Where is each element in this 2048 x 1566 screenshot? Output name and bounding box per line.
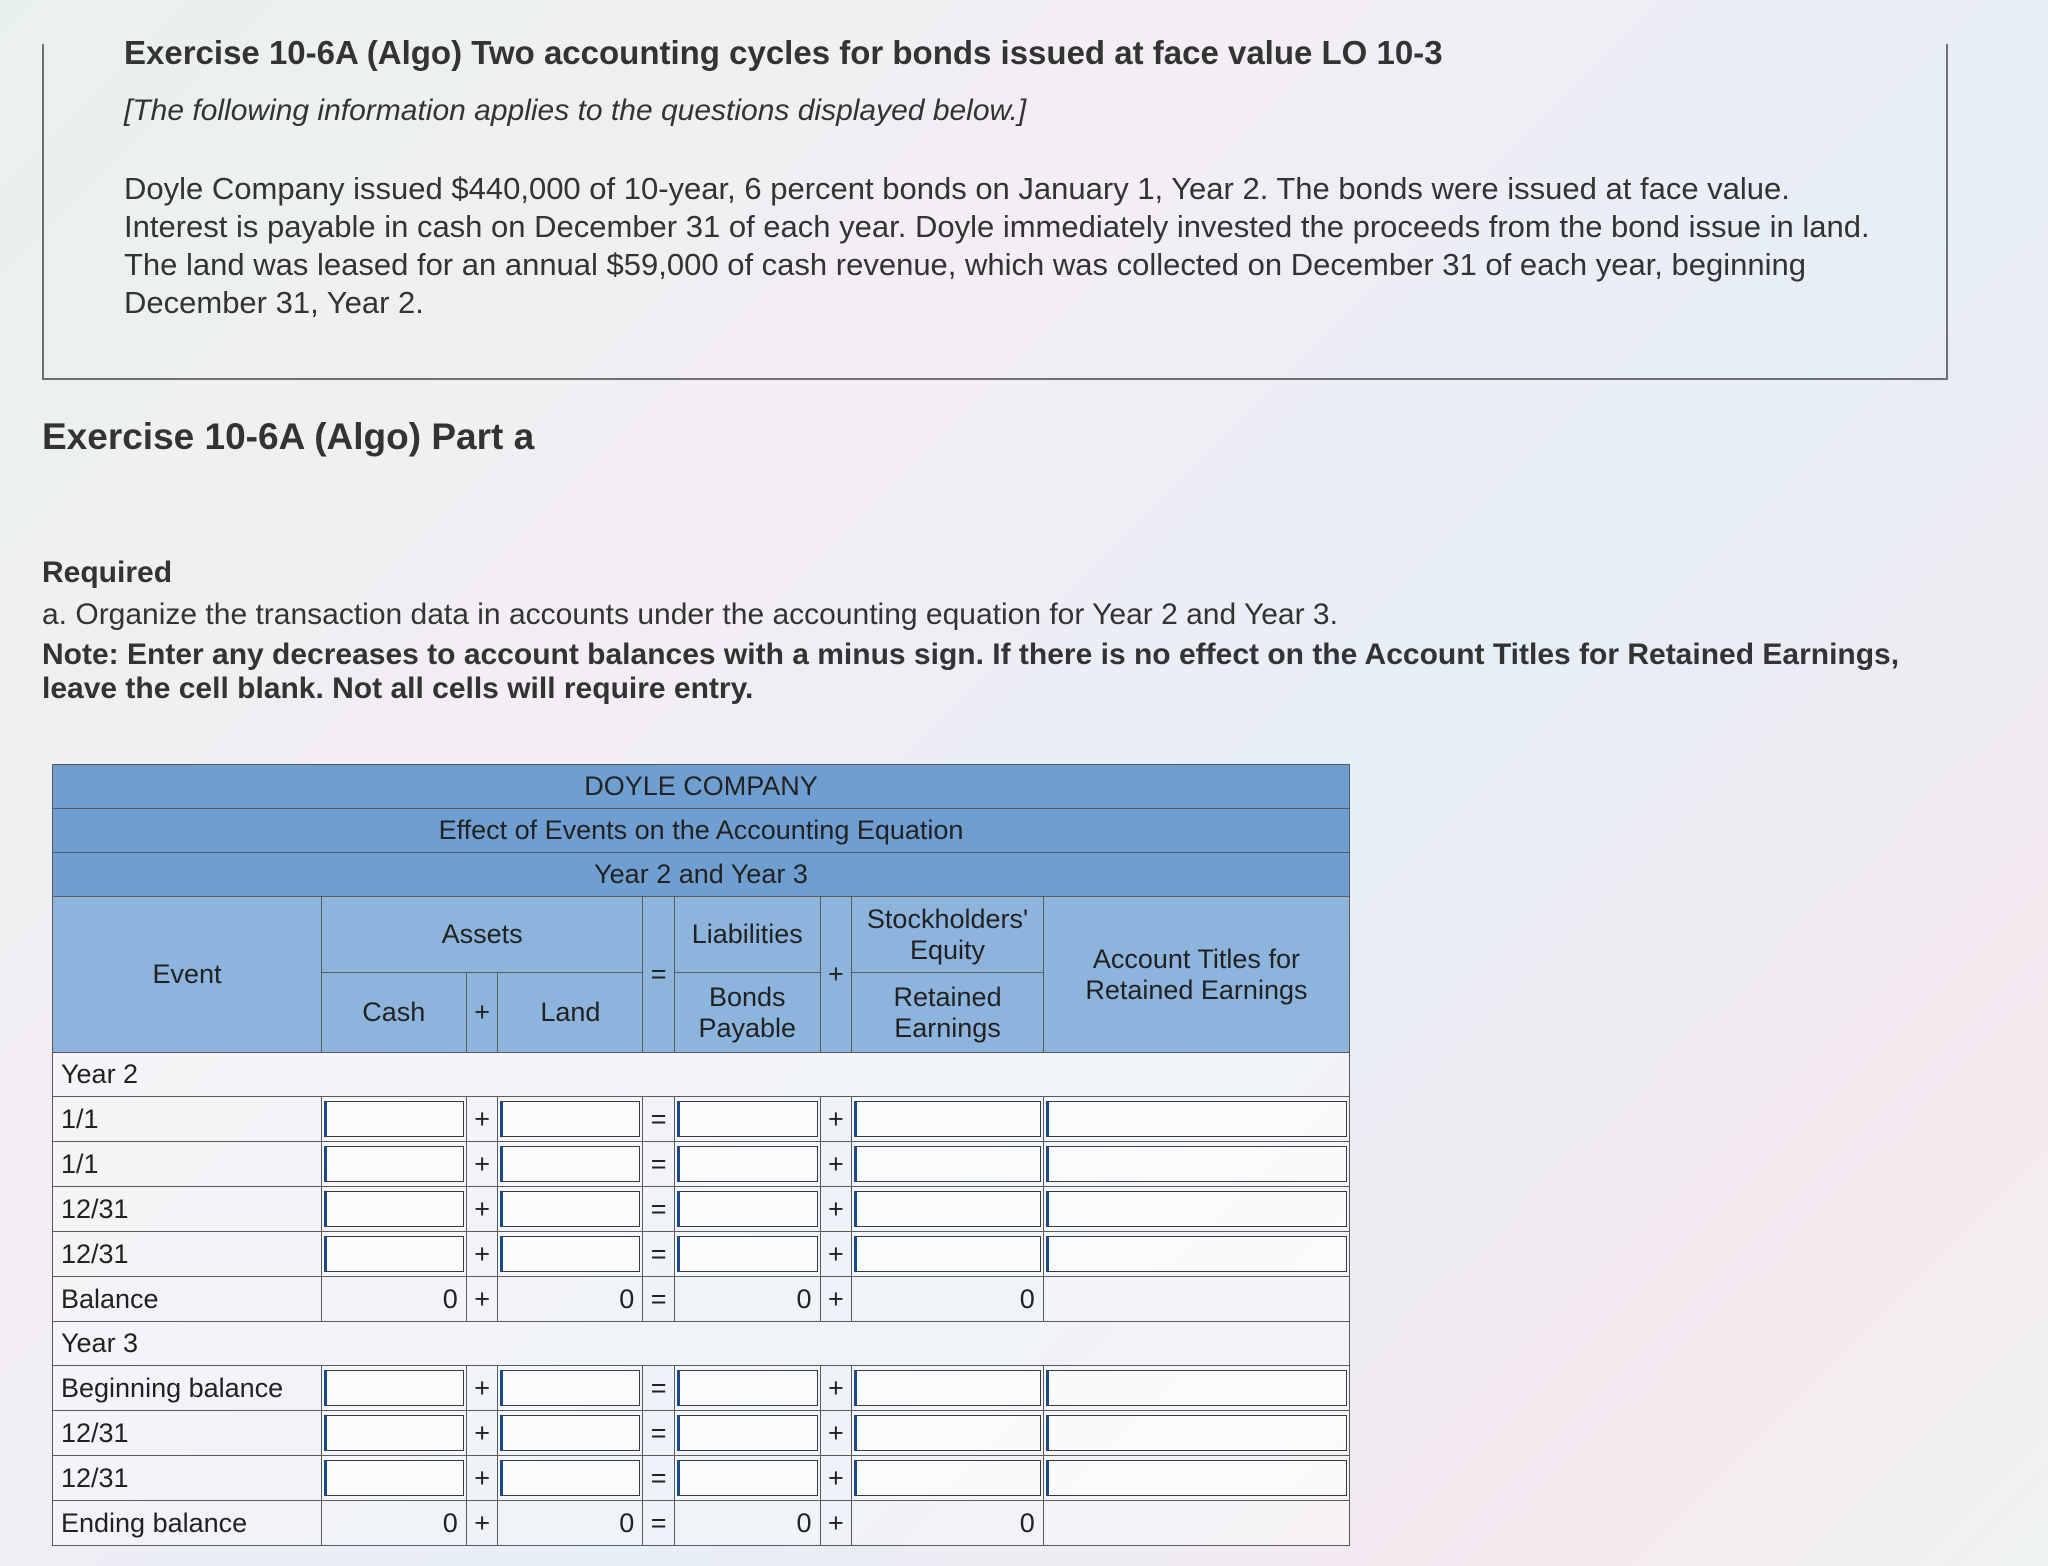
land-input[interactable]	[500, 1370, 640, 1406]
retained-earnings-cell	[852, 1097, 1044, 1142]
retained-earnings-cell	[852, 1366, 1044, 1411]
retained-earnings-input[interactable]	[854, 1191, 1041, 1227]
year2-row	[53, 1187, 1350, 1232]
land-cell	[498, 1187, 643, 1232]
bonds-payable-cell	[675, 1411, 821, 1456]
plus-symbol: +	[820, 1277, 852, 1322]
plus-symbol: +	[466, 1411, 498, 1456]
equals-symbol: =	[643, 1142, 675, 1187]
land-header: Land	[498, 973, 643, 1053]
land-input[interactable]	[500, 1236, 640, 1272]
bonds-payable-cell	[675, 1456, 821, 1501]
balance-label: Balance	[53, 1277, 322, 1322]
plus-symbol: +	[820, 1456, 852, 1501]
cash-cell	[321, 1142, 466, 1187]
plus-symbol: +	[466, 1501, 498, 1546]
bonds-balance: 0	[675, 1277, 821, 1322]
land-cell	[498, 1456, 643, 1501]
plus-symbol: +	[466, 1366, 498, 1411]
cash-input[interactable]	[324, 1146, 464, 1182]
bonds-payable-input[interactable]	[677, 1146, 818, 1182]
account-title-input[interactable]	[1046, 1370, 1347, 1406]
plus-symbol: +	[820, 1366, 852, 1411]
year3-label: Year 3	[53, 1322, 1350, 1366]
table-period: Year 2 and Year 3	[53, 853, 1350, 897]
plus-symbol: +	[466, 1456, 498, 1501]
bonds-ending: 0	[675, 1501, 821, 1546]
account-title-cell	[1043, 1366, 1349, 1411]
account-title-input[interactable]	[1046, 1146, 1347, 1182]
event-label: 1/1	[53, 1142, 322, 1187]
equals-symbol: =	[643, 1456, 675, 1501]
ending-balance-label: Ending balance	[53, 1501, 322, 1546]
account-title-input[interactable]	[1046, 1101, 1347, 1137]
bonds-payable-cell	[675, 1366, 821, 1411]
cash-cell	[321, 1411, 466, 1456]
titles-balance	[1043, 1277, 1349, 1322]
bonds-payable-input[interactable]	[677, 1460, 818, 1496]
cash-input[interactable]	[324, 1370, 464, 1406]
account-title-input[interactable]	[1046, 1236, 1347, 1272]
retained-earnings-input[interactable]	[854, 1415, 1041, 1451]
equals-symbol: =	[643, 1411, 675, 1456]
bonds-payable-header: Bonds Payable	[675, 973, 821, 1053]
plus-symbol: +	[820, 1232, 852, 1277]
cash-cell	[321, 1097, 466, 1142]
year3-row	[53, 1366, 1350, 1411]
event-label: 12/31	[53, 1411, 322, 1456]
event-label: 12/31	[53, 1456, 322, 1501]
equals-symbol: =	[643, 1232, 675, 1277]
table-title: Effect of Events on the Accounting Equation	[53, 809, 1350, 853]
plus-symbol: +	[820, 1097, 852, 1142]
retained-earnings-cell	[852, 1232, 1044, 1277]
retained-earnings-input[interactable]	[854, 1146, 1041, 1182]
plus-symbol: +	[820, 1411, 852, 1456]
land-input[interactable]	[500, 1101, 640, 1137]
equity-header: Stockholders' Equity	[852, 897, 1044, 973]
land-cell	[498, 1411, 643, 1456]
retained-earnings-input[interactable]	[854, 1370, 1041, 1406]
land-input[interactable]	[500, 1191, 640, 1227]
account-title-input[interactable]	[1046, 1415, 1347, 1451]
land-cell	[498, 1366, 643, 1411]
cash-input[interactable]	[324, 1191, 464, 1227]
liabilities-header: Liabilities	[675, 897, 821, 973]
retained-earnings-cell	[852, 1456, 1044, 1501]
cash-balance: 0	[321, 1277, 466, 1322]
required-a: a. Organize the transaction data in accounts under the accounting equation for Year 2 and Year 3.	[42, 598, 1338, 631]
part-title: Exercise 10-6A (Algo) Part a	[42, 416, 535, 457]
exercise-note: [The following information applies to the questions displayed below.]	[124, 94, 1027, 127]
bonds-payable-cell	[675, 1232, 821, 1277]
bonds-payable-input[interactable]	[677, 1101, 818, 1137]
year3-row	[53, 1456, 1350, 1501]
plus-symbol: +	[820, 1501, 852, 1546]
plus-symbol: +	[466, 1097, 498, 1142]
equals-symbol: =	[643, 1366, 675, 1411]
account-title-cell	[1043, 1097, 1349, 1142]
retained-earnings-cell	[852, 1187, 1044, 1232]
retained-earnings-header: Retained Earnings	[852, 973, 1044, 1053]
bonds-payable-input[interactable]	[677, 1415, 818, 1451]
exercise-body: Doyle Company issued $440,000 of 10-year, 6 percent bonds on January 1, Year 2. The bonds were issued at face value. Interest is payable in cash on December 31 of each year. Doyle immediately invested the proceeds from the bond issue in land. The land was leased for an annual $59,000 of cash revenue, which was collected on December 31 of each year, beginning December 31, Year 2.	[124, 171, 1870, 320]
land-cell	[498, 1232, 643, 1277]
plus-symbol: +	[820, 1187, 852, 1232]
company-name: DOYLE COMPANY	[53, 765, 1350, 809]
retained-earnings-input[interactable]	[854, 1101, 1041, 1137]
equals-symbol: =	[643, 1187, 675, 1232]
bonds-payable-cell	[675, 1097, 821, 1142]
re-balance: 0	[852, 1277, 1044, 1322]
account-titles-header: Account Titles for Retained Earnings	[1043, 897, 1349, 1053]
cash-cell	[321, 1232, 466, 1277]
land-balance: 0	[498, 1277, 643, 1322]
cash-input[interactable]	[324, 1101, 464, 1137]
retained-earnings-cell	[852, 1142, 1044, 1187]
bonds-payable-input[interactable]	[677, 1370, 818, 1406]
assets-header: Assets	[321, 897, 642, 973]
land-input[interactable]	[500, 1415, 640, 1451]
cash-header: Cash	[321, 973, 466, 1053]
retained-earnings-input[interactable]	[854, 1236, 1041, 1272]
cash-cell	[321, 1456, 466, 1501]
cash-cell	[321, 1187, 466, 1232]
account-title-cell	[1043, 1142, 1349, 1187]
cash-input[interactable]	[324, 1415, 464, 1451]
year2-label: Year 2	[53, 1053, 1350, 1097]
plus-symbol: +	[466, 1187, 498, 1232]
year2-row	[53, 1097, 1350, 1142]
account-title-input[interactable]	[1046, 1460, 1347, 1496]
plus-symbol: +	[466, 1277, 498, 1322]
land-input[interactable]	[500, 1146, 640, 1182]
event-label: 1/1	[53, 1097, 322, 1142]
equals-symbol: =	[643, 1097, 675, 1142]
retained-earnings-input[interactable]	[854, 1460, 1041, 1496]
required-note: Note: Enter any decreases to account balances with a minus sign. If there is no effect on the Account Titles for Retained Earnings, leave the cell blank. Not all cells will require entry.	[42, 638, 1900, 705]
equals-symbol: =	[643, 1277, 675, 1322]
equals-header: =	[643, 897, 675, 1053]
account-title-cell	[1043, 1232, 1349, 1277]
event-label: 12/31	[53, 1187, 322, 1232]
exercise-title: Exercise 10-6A (Algo) Two accounting cycles for bonds issued at face value LO 10-3	[124, 34, 1443, 71]
titles-ending	[1043, 1501, 1349, 1546]
event-label: Beginning balance	[53, 1366, 322, 1411]
event-label: 12/31	[53, 1232, 322, 1277]
cash-cell	[321, 1366, 466, 1411]
equals-symbol: =	[643, 1501, 675, 1546]
year2-row	[53, 1142, 1350, 1187]
bonds-payable-cell	[675, 1142, 821, 1187]
plus-symbol: +	[466, 1142, 498, 1187]
land-input[interactable]	[500, 1460, 640, 1496]
plus-symbol: +	[466, 1232, 498, 1277]
land-cell	[498, 1097, 643, 1142]
account-title-cell	[1043, 1187, 1349, 1232]
plus-symbol: +	[466, 973, 498, 1053]
bonds-payable-cell	[675, 1187, 821, 1232]
required-heading: Required	[42, 556, 173, 589]
account-title-cell	[1043, 1411, 1349, 1456]
accounting-equation-table	[52, 764, 1350, 1546]
bonds-payable-input[interactable]	[677, 1236, 818, 1272]
plus-symbol: +	[820, 1142, 852, 1187]
bonds-payable-input[interactable]	[677, 1191, 818, 1227]
event-header: Event	[53, 897, 322, 1053]
plus-header: +	[820, 897, 852, 1053]
retained-earnings-cell	[852, 1411, 1044, 1456]
re-ending: 0	[852, 1501, 1044, 1546]
land-ending: 0	[498, 1501, 643, 1546]
cash-input[interactable]	[324, 1460, 464, 1496]
cash-ending: 0	[321, 1501, 466, 1546]
year2-row	[53, 1232, 1350, 1277]
account-title-cell	[1043, 1456, 1349, 1501]
land-cell	[498, 1142, 643, 1187]
cash-input[interactable]	[324, 1236, 464, 1272]
account-title-input[interactable]	[1046, 1191, 1347, 1227]
year3-row	[53, 1411, 1350, 1456]
